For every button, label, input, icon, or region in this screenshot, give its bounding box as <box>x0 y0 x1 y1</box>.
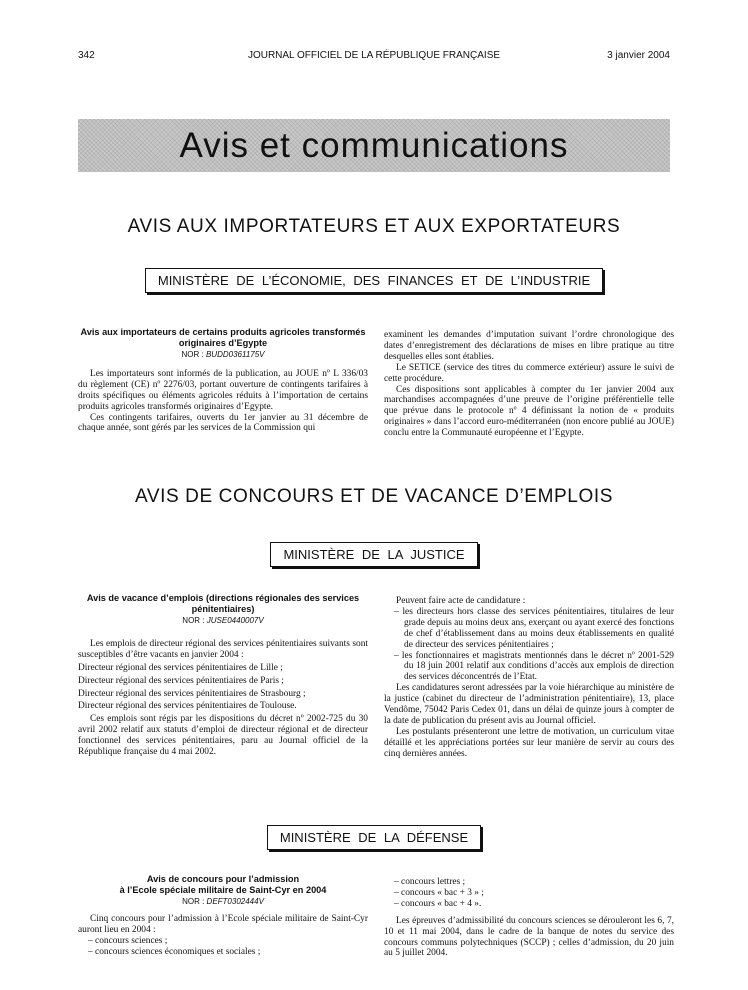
list-item: – les directeurs hors classe des services pénitentiaires, titulaires de leur grade depuis au moins deux ans, exerçant ou ayant exercé des fonctions de chef d’établissement dans au moins deux établissements en qualité de directeur des services pénitentiaires ; <box>394 606 674 650</box>
ministry-name: MINISTÈRE DE LA JUSTICE <box>270 542 477 567</box>
ministry-name: MINISTÈRE DE LA DÉFENSE <box>267 825 481 850</box>
nor-reference: NOR : DEFT0302444V <box>182 897 264 906</box>
paragraph: Les postulants présenteront une lettre de motivation, un curriculum vitae détaillé et les appréciations portées sur leur manière de servir au cours des cinq dernières années. <box>384 726 674 759</box>
notice-defense-right-column <box>384 877 674 959</box>
paragraph: Peuvent faire acte de candidature : <box>396 596 526 606</box>
ministry-box-defense <box>0 825 748 850</box>
nor-reference: NOR : BUDD0361175V <box>181 350 265 359</box>
paragraph: Les importateurs sont informés de la publication, au JOUE nº L 336/03 du règlement (CE) nº 2276/03, portant ouverture de contingents tarifaires à droits spécifiques ou éléments agricoles réduits à l’importation de certains produits agricoles transformés originaires d’Egypte. <box>78 368 368 412</box>
paragraph: Les épreuves d’admissibilité du concours sciences se dérouleront les 6, 7, 10 et 11 mai 2004, dans le cadre de la banque de notes du service des concours communs polytechniques (SCCP) ; celles d’admission, du 20 juin au 5 juillet 2004. <box>384 915 674 959</box>
notice-title: à l’Ecole spéciale militaire de Saint-Cyr en 2004 <box>119 884 327 895</box>
notice-title: Avis de vacance d’emplois (directions régionales des services pénitentiaires) <box>86 593 360 614</box>
ministry-name: MINISTÈRE DE L’ÉCONOMIE, DES FINANCES ET DE L’INDUSTRIE <box>145 268 603 293</box>
journal-title: JOURNAL OFFICIEL DE LA RÉPUBLIQUE FRANÇAISE <box>247 50 501 61</box>
director-item: Directeur régional des services pénitentiaires de Paris ; <box>78 675 284 686</box>
notice-egypt-right-column <box>384 330 674 439</box>
paragraph: Cinq concours pour l’admission à l’Ecole spéciale militaire de Saint-Cyr auront lieu en 2004 : <box>78 913 368 935</box>
notice-egypt-left-column <box>78 327 368 434</box>
director-item: Directeur régional des services pénitentiaires de Strasbourg ; <box>78 688 306 699</box>
paragraph: Les emplois de directeur régional des services pénitentiaires suivants sont susceptibles d’être vacants en janvier 2004 : <box>78 638 368 660</box>
list-item: – concours « bac + 3 » ; <box>394 887 484 898</box>
concours-list <box>384 877 674 910</box>
list-item: – concours « bac + 4 ». <box>394 898 482 909</box>
director-item: Directeur régional des services pénitentiaires de Lille ; <box>78 662 283 673</box>
nor-reference: NOR : JUSE0440007V <box>182 616 264 625</box>
section-heading-importers: AVIS AUX IMPORTATEURS ET AUX EXPORTATEURS <box>127 216 621 237</box>
candidate-list <box>384 607 674 683</box>
paragraph: Ces contingents tarifaires, ouverts du 1er janvier au 31 décembre de chaque année, sont gérés par les services de la Commission qui <box>78 412 368 434</box>
paragraph: Les candidatures seront adressées par la voie hiérarchique au ministère de la justice (cabinet du directeur de l’administration pénitentiaire), 13, place Vendôme, 75042 Paris Cedex 01, dans un délai de quinze jours à compter de la date de publication du présent avis au Journal officiel. <box>384 683 674 726</box>
list-item: – concours sciences ; <box>88 935 168 946</box>
section-heading-concours: AVIS DE CONCOURS ET DE VACANCE D’EMPLOIS <box>135 486 613 507</box>
notice-justice-left-column <box>78 593 368 758</box>
ministry-box-economy <box>0 268 748 293</box>
notice-title: Avis aux importateurs de certains produits agricoles transformés originaires d’Egypte <box>80 327 366 348</box>
paragraph: Le SETICE (service des titres du commerce extérieur) assure le suivi de cette procédure. <box>384 362 674 384</box>
paragraph: Ces emplois sont régis par les dispositions du décret nº 2002-725 du 30 avril 2002 relatif aux statuts d’emploi de directeur régional et de directeur fonctionnel des services pénitentiaires, paru au Journal officiel de la République française du 4 mai 2002. <box>78 714 368 758</box>
list-item: – concours sciences économiques et sociales ; <box>88 946 261 957</box>
paragraph: Ces dispositions sont applicables à compter du 1er janvier 2004 aux marchandises accompagnées d’une preuve de l’origine préférentielle telle que prévue dans le protocole nº 4 définissant la notion de « produits originaires » dans l’accord euro-méditerranéen (non encore publié au JOUE) conclu entre la Communauté européenne et l’Egypte. <box>384 384 674 439</box>
paragraph: examinent les demandes d’imputation suivant l’ordre chronologique des dates d’enregistrement des déclarations de mises en libre pratique au titre desquelles elles sont établies. <box>384 330 674 362</box>
ministry-box-justice <box>0 542 748 567</box>
director-item: Directeur régional des services pénitentiaires de Toulouse. <box>78 701 297 712</box>
notice-title: Avis de concours pour l’admission <box>146 874 300 884</box>
notice-defense-left-column <box>78 874 368 958</box>
issue-date: 3 janvier 2004 <box>607 50 670 61</box>
page-number: 342 <box>78 50 95 61</box>
concours-list <box>78 936 368 958</box>
section-banner <box>78 119 670 172</box>
list-item: – concours lettres ; <box>394 877 466 887</box>
banner-title: Avis et communications <box>179 126 569 165</box>
list-item: – les fonctionnaires et magistrats mentionnés dans le décret nº 2001-529 du 18 juin 2001 relatif aux conditions d’accès aux emplois de direction des services déconcentrés de l’Etat. <box>394 650 674 683</box>
notice-justice-right-column <box>384 596 674 760</box>
